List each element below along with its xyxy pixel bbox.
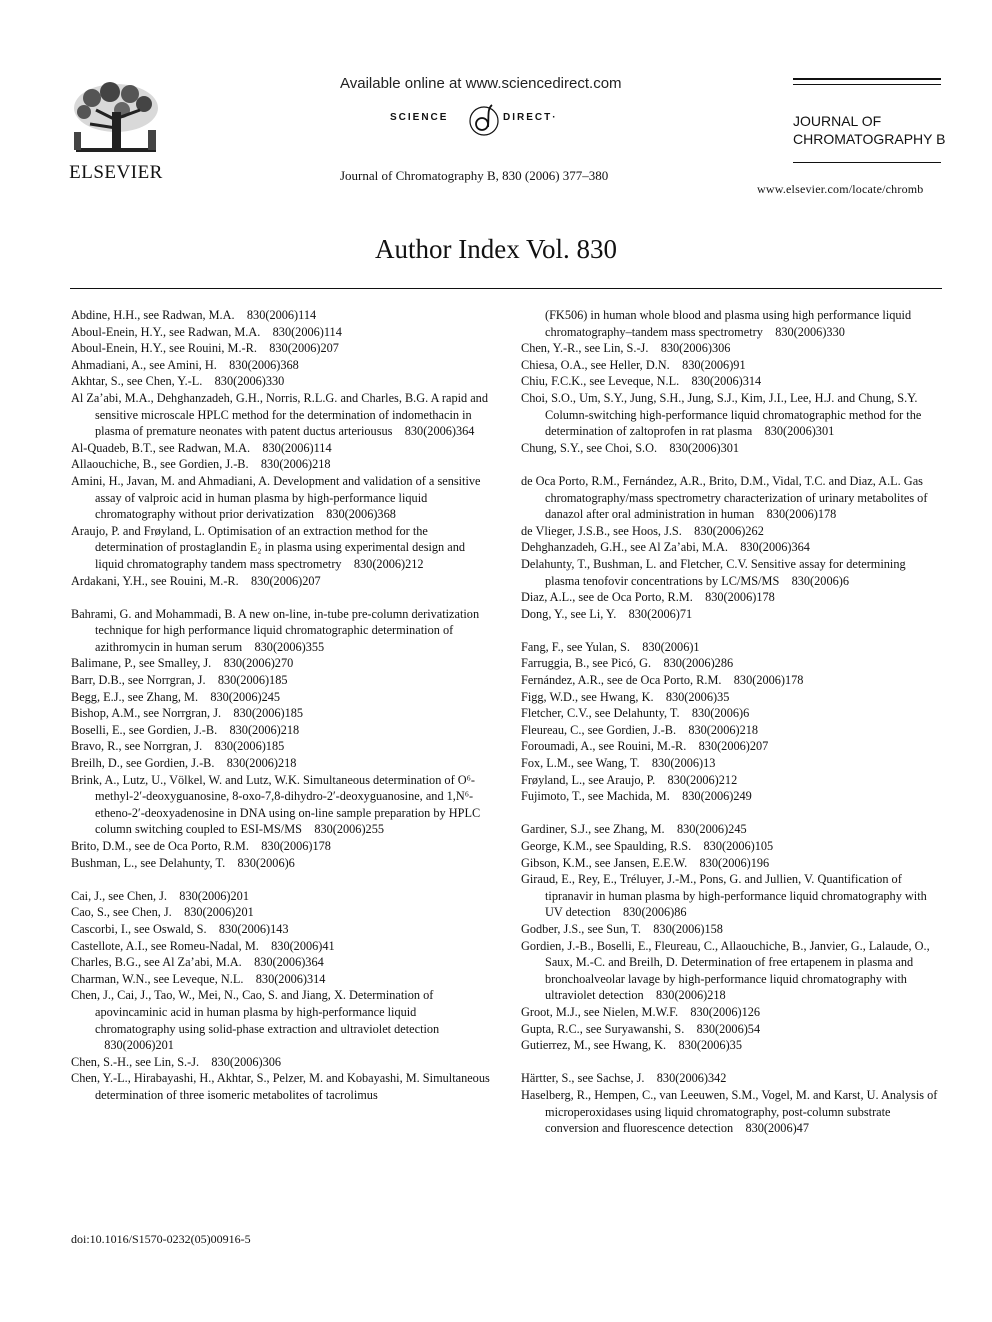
entry-page-reference[interactable]: 830(2006)143 [218,921,289,936]
entry-page-reference[interactable]: 830(2006)35 [678,1038,742,1053]
author-index-entry [71,1070,491,1103]
section-spacer [71,871,491,888]
elsevier-logo [66,80,166,183]
entry-page-reference[interactable]: 830(2006)185 [214,739,285,754]
entry-text: Farruggia, B., see Picó, G. [521,656,652,671]
entry-page-reference[interactable]: 830(2006)47 [745,1121,809,1136]
entry-page-reference[interactable]: 830(2006)114 [262,440,332,455]
author-index-entry [71,705,491,722]
entry-text: Fujimoto, T., see Machida, M. [521,789,670,804]
author-index-entry [71,1054,491,1071]
author-index-entry [521,705,942,722]
author-index-entry [521,1087,942,1137]
entry-page-reference[interactable]: 830(2006)6 [237,855,295,870]
author-index-entry [71,722,491,739]
entry-page-reference[interactable]: 830(2006)245 [676,822,747,837]
author-index-entry [71,440,491,457]
entry-page-reference[interactable]: 830(2006)306 [211,1054,282,1069]
entry-page-reference[interactable]: 830(2006)368 [229,357,299,372]
entry-text: Bahrami, G. and Mohammadi, B. A new on-line, in-tube pre-column derivatization technique for high performance liquid chromatographic determination of azithromycin in human serum [71,606,480,654]
entry-text: George, K.M., see Spaulding, R.S. [521,839,692,853]
entry-page-reference[interactable]: 830(2006)218 [656,988,726,1003]
entry-page-reference[interactable]: 830(2006)41 [271,938,335,953]
entry-text: Balimane, P., see Smalley, J. [71,656,212,671]
entry-text: Fernández, A.R., see de Oca Porto, R.M. [521,673,722,688]
page-header [0,0,992,290]
author-index-entry [71,357,491,374]
entry-page-reference[interactable]: 830(2006)105 [703,839,774,853]
journal-name-line-1: JOURNAL OF [793,113,882,129]
entry-page-reference[interactable]: 830(2006)6 [691,706,750,721]
author-index-entry [521,1004,942,1021]
entry-text: Fox, L.M., see Wang, T. [521,756,640,771]
entry-page-reference[interactable]: 830(2006)355 [254,639,325,654]
entry-text: Fang, F., see Yulan, S. [521,639,630,654]
author-index-entry [521,871,942,921]
entry-page-reference[interactable]: 830(2006)158 [653,921,723,936]
author-index-entry [521,523,942,540]
entry-text: Al Za’abi, M.A., Dehghanzadeh, G.H., Norris, R.L.G. and Charles, B.G. A rapid and sensitive microscale HPLC method for the determination of indomethacin in plasma of premature neonates with patent ductus arteriousus [71,390,488,439]
author-index-entry [521,539,942,556]
author-index-entry [521,606,942,623]
journal-divider [793,162,941,163]
author-index-entry [521,307,942,340]
entry-text: de Oca Porto, R.M., Fernández, A.R., Brito, D.M., Vidal, T.C. and Diaz, A.L. Gas chromatography/mass spectrometry characterization of urinary metabolites of danazol after oral administration in human [521,473,928,522]
entry-text: Castellote, A.I., see Romeu-Nadal, M. [71,938,259,953]
entry-text: Aboul-Enein, H.Y., see Radwan, M.A. [71,324,261,339]
entry-page-reference[interactable]: 830(2006)255 [314,822,384,837]
entry-text: Dong, Y., see Li, Y. [521,606,617,621]
author-index-entry [521,373,942,390]
entry-text: Gupta, R.C., see Suryawanshi, S. [521,1021,685,1036]
author-index-entry [71,855,491,872]
author-index-entry [71,390,491,440]
entry-page-reference[interactable]: 830(2006)218 [688,722,759,737]
entry-page-reference[interactable]: 830(2006)364 [404,424,475,439]
page-title: Author Index Vol. 830 [375,234,617,264]
entry-page-reference[interactable]: 830(2006)54 [696,1021,761,1036]
entry-page-reference[interactable]: 830(2006)196 [699,855,770,870]
entry-text: Diaz, A.L., see de Oca Porto, R.M. [521,590,693,605]
entry-text: Härtter, S., see Sachse, J. [521,1071,645,1086]
author-index-entry [71,888,491,905]
entry-page-reference[interactable]: 830(2006)207 [698,739,769,754]
author-index-entry [521,855,942,872]
section-spacer [521,622,942,639]
sciencedirect-left-word: SCIENCE [390,112,449,123]
entry-page-reference[interactable]: 830(2006)114 [272,324,342,339]
entry-text: Dehghanzadeh, G.H., see Al Za’abi, M.A. [521,540,728,555]
entry-text: Brito, D.M., see de Oca Porto, R.M. [71,839,249,853]
publisher-name: ELSEVIER [69,162,163,183]
sciencedirect-logo[interactable] [390,103,580,137]
entry-page-reference[interactable]: 830(2006)178 [261,839,331,853]
author-index-entry [521,340,942,357]
author-index-entry [71,340,491,357]
entry-text: Gardiner, S.J., see Zhang, M. [521,822,665,837]
entry-text: Figg, W.D., see Hwang, K. [521,689,654,704]
entry-page-reference[interactable]: 830(2006)301 [669,440,740,455]
entry-text: Chen, Y.-L., Hirabayashi, H., Akhtar, S., Pelzer, M. and Kobayashi, M. Simultaneous determination of three isomeric metabolites of tacrolimus [71,1071,490,1102]
entry-page-reference[interactable]: 830(2006)368 [326,507,396,522]
journal-url-link[interactable]: www.elsevier.com/locate/chromb [757,182,924,196]
author-index-entry [71,971,491,988]
entry-page-reference[interactable]: 830(2006)35 [665,689,730,704]
entry-text: Chen, S.-H., see Lin, S.-J. [71,1054,200,1069]
author-index-entry [71,689,491,706]
author-index-entry [521,1021,942,1038]
journal-name-line-2: CHROMATOGRAPHY B [793,131,946,147]
author-index-entry [71,523,491,573]
title-divider [70,288,942,289]
author-index-entry [521,788,942,805]
entry-text: Bushman, L., see Delahunty, T. [71,855,226,870]
entry-page-reference[interactable]: 830(2006)201 [104,1038,174,1053]
author-index-entry [521,440,942,457]
entry-page-reference[interactable]: 830(2006)249 [682,789,752,804]
entry-text: Allaouchiche, B., see Gordien, J.-B. [71,457,249,472]
entry-text: Cao, S., see Chen, J. [71,905,172,920]
author-index-entry [521,390,942,440]
section-spacer [521,456,942,473]
entry-page-reference[interactable]: 830(2006)201 [184,905,254,920]
entry-page-reference[interactable]: 830(2006)330 [775,324,845,339]
author-index-entry [71,938,491,955]
entry-page-reference[interactable]: 830(2006)185 [233,706,304,721]
section-spacer [71,589,491,606]
author-index-entry [71,755,491,772]
entry-page-reference[interactable]: 830(2006)218 [260,457,331,472]
entry-page-reference[interactable]: 830(2006)301 [764,424,835,439]
entry-text: Gibson, K.M., see Jansen, E.E.W. [521,855,688,870]
author-index-entry [71,655,491,672]
author-index-entry [521,1037,942,1054]
section-spacer [521,805,942,822]
entry-text: Fleureau, C., see Gordien, J.-B. [521,722,677,737]
entry-text: Chung, S.Y., see Choi, S.O. [521,440,658,455]
author-index-entry [71,672,491,689]
entry-text: Gordien, J.-B., Boselli, E., Fleureau, C., Allaouchiche, B., Janvier, G., Lalaude, O., Saux, M.-C. and Breilh, D. Determination of free ertapenem in plasma and bronchoalveolar lavage by high-performance liquid chromatography with ultraviolet detection [521,938,930,1003]
author-index-entry [71,738,491,755]
entry-text: Akhtar, S., see Chen, Y.-L. [71,374,203,389]
entry-page-reference[interactable]: 830(2006)342 [656,1071,727,1086]
entry-text: Ahmadiani, A., see Amini, H. [71,357,217,372]
entry-text: Brink, A., Lutz, U., Völkel, W. and Lutz, W.K. Simultaneous determination of O⁶-methyl-2′-deoxyguanosine, 8-oxo-7,8-dihydro-2′-deoxyguanosine, and 1,N⁶-etheno-2′-deoxyadenosine in DNA using on-line sample preparation by HPLC column switching coupled to ESI-MS/MS [71,772,481,837]
entry-text: Haselberg, R., Hempen, C., van Leeuwen, S.M., Vogel, M. and Karst, U. Analysis of microperoxidases using liquid chromatography, post-column substrate conversion and fluorescence detection [521,1087,938,1136]
author-index-entry [521,1070,942,1087]
author-index-entry [71,324,491,341]
entry-text: Choi, S.O., Um, S.Y., Jung, S.H., Jung, S.J., Kim, J.I., Lee, H.J. and Chung, S.Y. Column-switching high-performance liquid chromatographic method for the determination of zaltoprofen in rat plasma [521,390,922,439]
entry-page-reference[interactable]: 830(2006)364 [740,540,810,555]
entry-text: Abdine, H.H., see Radwan, M.A. [71,308,235,322]
author-index-entry [521,639,942,656]
entry-text: Groot, M.J., see Nielen, M.W.F. [521,1004,679,1019]
elsevier-tree-icon [66,80,166,160]
author-index-entry [521,938,942,1004]
entry-page-reference[interactable]: 830(2006)262 [694,523,764,538]
entry-page-reference[interactable]: 830(2006)185 [217,673,288,688]
entry-page-reference[interactable]: 830(2006)306 [660,341,731,356]
journal-top-rules [793,78,941,85]
entry-page-reference[interactable]: 830(2006)207 [269,341,339,356]
entry-text: Delahunty, T., Bushman, L. and Fletcher, C.V. Sensitive assay for determining plasma tenofovir concentrations by LC/MS/MS [521,556,906,588]
author-index-entry [521,755,942,772]
author-index-entry [521,473,942,523]
doi-footer: doi:10.1016/S1570-0232(05)00916-5 [71,1232,251,1246]
sciencedirect-right-word: DIRECT· [503,112,558,123]
entry-text: Giraud, E., Rey, E., Tréluyer, J.-M., Pons, G. and Jullien, V. Quantification of tipranavir in human plasma by high-performance liquid chromatography with UV detection [521,872,927,920]
entry-text: Chiu, F.C.K., see Leveque, N.L. [521,374,680,389]
entry-page-reference[interactable]: 830(2006)212 [667,772,738,787]
author-index-entry [521,589,942,606]
author-index-entry [521,722,942,739]
author-index-entry [521,772,942,789]
author-index-entry [521,357,942,374]
entry-page-reference[interactable]: 830(2006)114 [246,308,317,322]
author-index-entry [521,689,942,706]
section-spacer [521,1054,942,1071]
entry-page-reference[interactable]: 830(2006)178 [705,590,775,605]
entry-page-reference[interactable]: 830(2006)86 [623,905,687,920]
entry-page-reference[interactable]: 830(2006)178 [766,507,837,522]
entry-text: (FK506) in human whole blood and plasma using high performance liquid chromatography–tandem mass spectrometry [545,308,912,339]
entry-text: Breilh, D., see Gordien, J.-B. [71,756,215,771]
entry-text: Gutierrez, M., see Hwang, K. [521,1038,667,1053]
available-online-link[interactable]: Available online at www.sciencedirect.com [340,75,622,92]
entry-page-reference[interactable]: 830(2006)218 [229,722,300,737]
author-index-entry [71,573,491,590]
entry-text: Bravo, R., see Norrgran, J. [71,739,203,754]
entry-text: Chiesa, O.A., see Heller, D.N. [521,357,670,372]
author-index-entry [71,307,491,324]
entry-page-reference[interactable]: 830(2006)314 [691,374,762,389]
entry-page-reference[interactable]: 830(2006)207 [251,573,321,588]
entry-text: Godber, J.S., see Sun, T. [521,921,641,936]
entry-text: Cai, J., see Chen, J. [71,888,167,903]
journal-citation: Journal of Chromatography B, 830 (2006) 377–380 [340,168,609,183]
entry-text: Araujo, P. and Frøyland, L. Optimisation of an extraction method for the determination of prostaglandin E₂ in plasma using experimental design and liquid chromatography tandem mass spectrometry [71,523,466,571]
entry-page-reference[interactable]: 830(2006)1 [642,639,700,654]
entry-page-reference[interactable]: 830(2006)201 [179,888,249,903]
entry-text: Charles, B.G., see Al Za’abi, M.A. [71,955,242,970]
entry-text: Begg, E.J., see Zhang, M. [71,689,199,704]
entry-page-reference[interactable]: 830(2006)13 [651,756,716,771]
entry-text: de Vlieger, J.S.B., see Hoos, J.S. [521,523,682,538]
entry-text: Fletcher, C.V., see Delahunty, T. [521,706,680,721]
author-index-entry [71,373,491,390]
entry-text: Foroumadi, A., see Rouini, M.-R. [521,739,687,754]
entry-text: Frøyland, L., see Araujo, P. [521,772,656,787]
entry-page-reference[interactable]: 830(2006)270 [223,656,294,671]
entry-text: Barr, D.B., see Norrgran, J. [71,673,206,688]
entry-text: Chen, J., Cai, J., Tao, W., Mei, N., Cao, S. and Jiang, X. Determination of apovincaminic acid in human plasma by high-performance liquid chromatography using solid-phase extraction and ultraviolet detection [71,988,440,1036]
entry-page-reference[interactable]: 830(2006)212 [353,556,424,571]
entry-page-reference[interactable]: 830(2006)245 [210,689,281,704]
author-index-entry [71,456,491,473]
author-index-entry [71,473,491,523]
entry-text: Ardakani, Y.H., see Rouini, M.-R. [71,573,239,588]
entry-page-reference[interactable]: 830(2006)314 [255,971,326,986]
author-index-entry [71,954,491,971]
entry-page-reference[interactable]: 830(2006)218 [226,756,297,771]
journal-name [793,112,945,148]
author-index-right-column [521,307,942,1137]
entry-text: Boselli, E., see Gordien, J.-B. [71,722,218,737]
entry-text: Chen, Y.-R., see Lin, S.-J. [521,341,649,356]
author-index-entry [71,606,491,656]
author-index-entry [71,921,491,938]
entry-page-reference[interactable]: 830(2006)178 [733,673,804,688]
entry-text: Al-Quadeb, B.T., see Radwan, M.A. [71,440,251,455]
author-index-entry [71,838,491,855]
author-index-entry [521,738,942,755]
author-index-entry [521,921,942,938]
entry-text: Charman, W.N., see Leveque, N.L. [71,971,244,986]
entry-page-reference[interactable]: 830(2006)330 [214,374,285,389]
author-index-entry [521,655,942,672]
entry-text: Aboul-Enein, H.Y., see Rouini, M.-R. [71,341,257,356]
entry-page-reference[interactable]: 830(2006)91 [682,357,746,372]
author-index-entry [521,838,942,855]
entry-page-reference[interactable]: 830(2006)126 [690,1004,761,1019]
sciencedirect-d-icon [468,103,500,137]
author-index-entry [71,987,491,1053]
entry-text: Cascorbi, I., see Oswald, S. [71,921,207,936]
entry-page-reference[interactable]: 830(2006)286 [663,656,734,671]
author-index-left-column [71,307,491,1104]
entry-page-reference[interactable]: 830(2006)71 [628,606,693,621]
author-index-entry [71,904,491,921]
author-index-entry [521,821,942,838]
author-index-entry [521,556,942,589]
entry-page-reference[interactable]: 830(2006)6 [791,573,849,588]
author-index-entry [521,672,942,689]
entry-page-reference[interactable]: 830(2006)364 [254,955,324,970]
entry-text: Amini, H., Javan, M. and Ahmadiani, A. Development and validation of a sensitive assay of valproic acid in human plasma by high-performance liquid chromatography without prior derivatization [71,473,481,522]
author-index-entry [71,772,491,838]
entry-text: Bishop, A.M., see Norrgran, J. [71,706,222,721]
